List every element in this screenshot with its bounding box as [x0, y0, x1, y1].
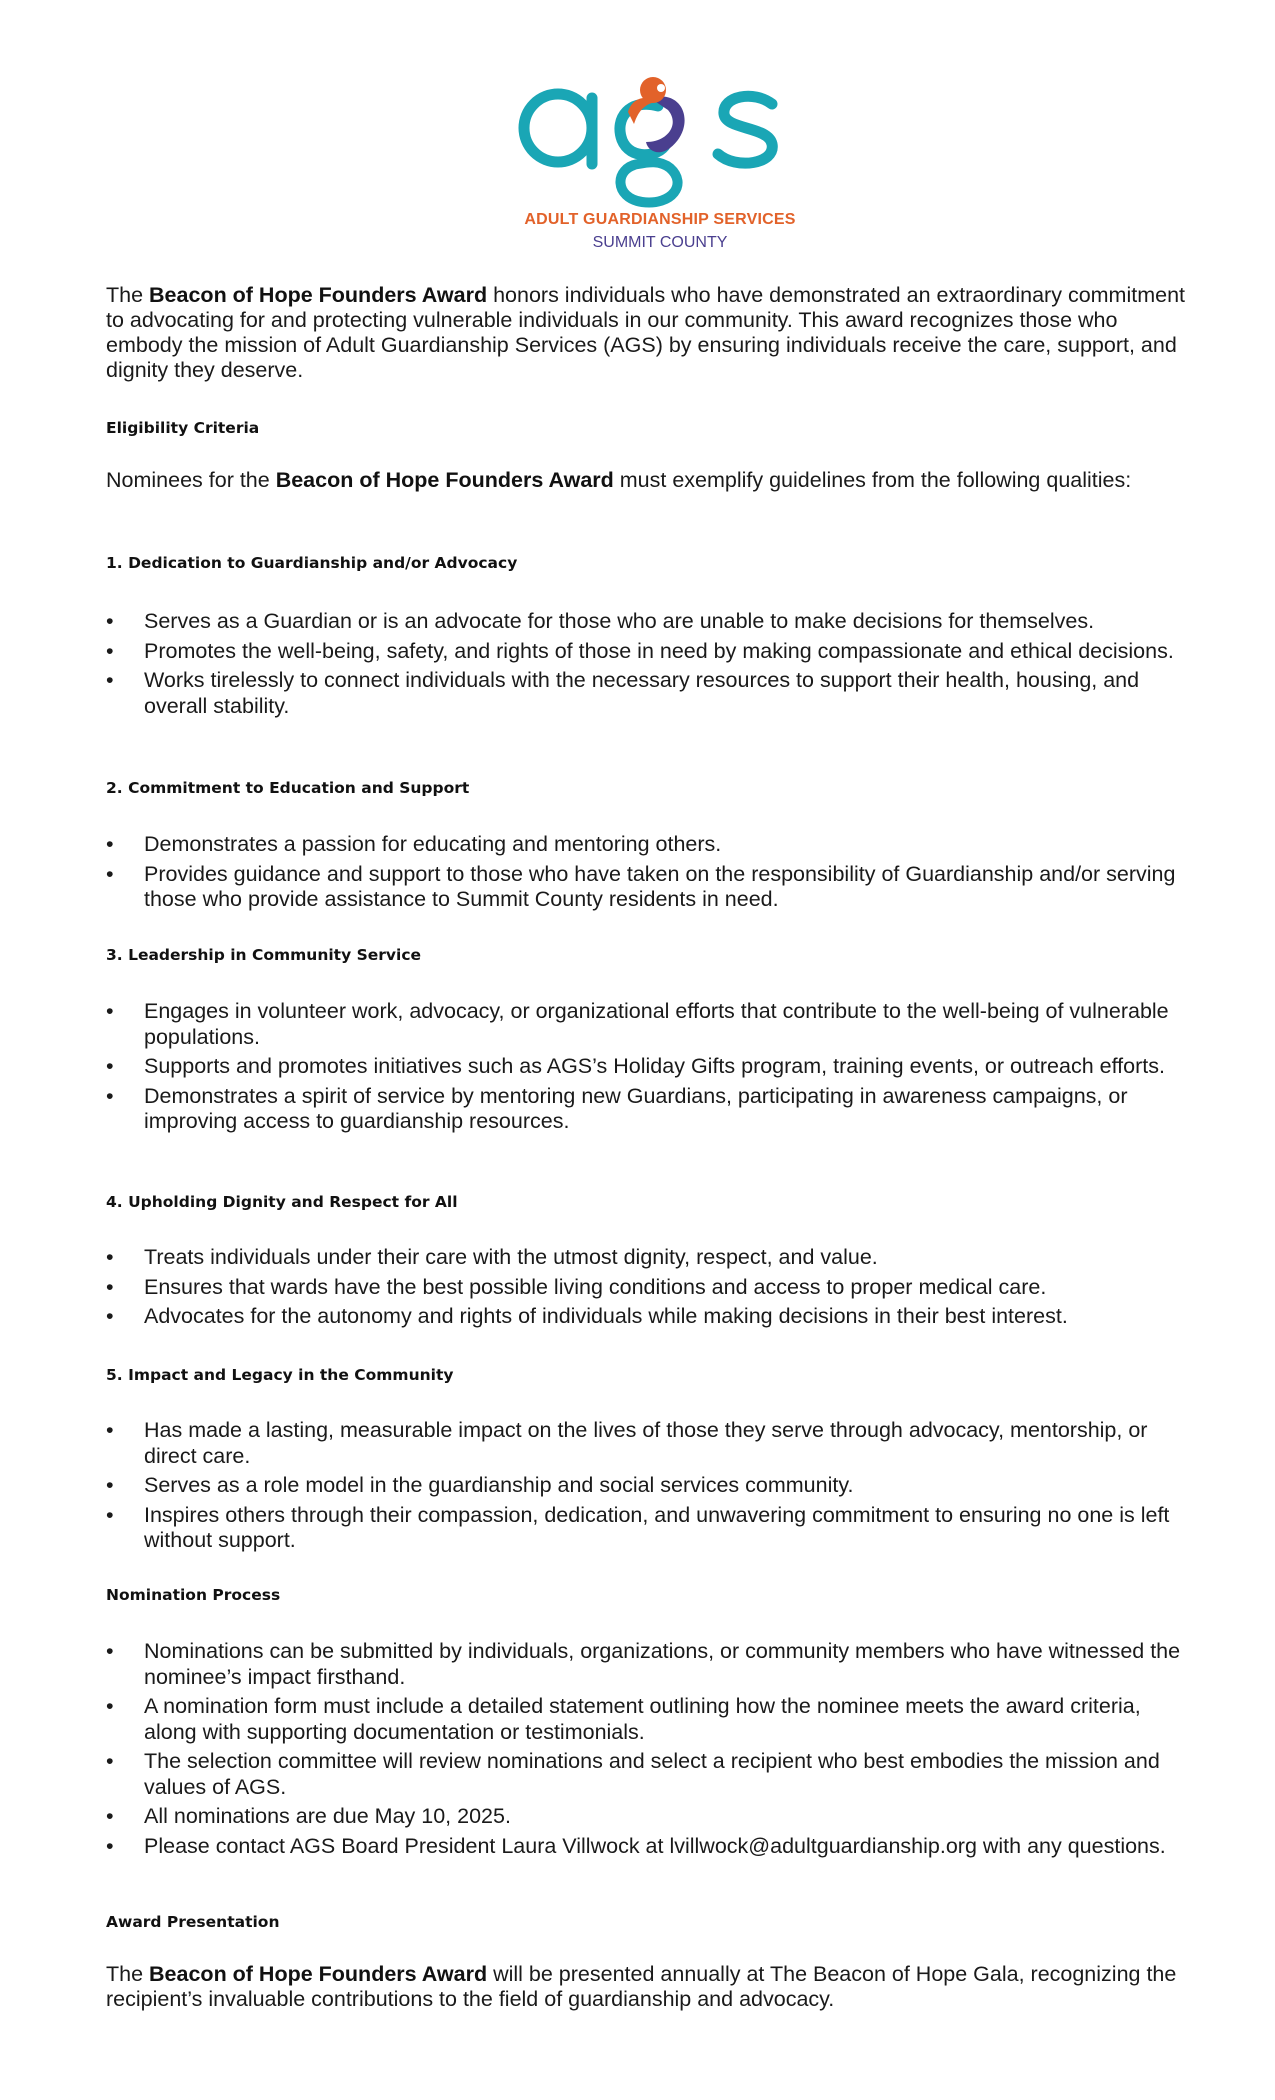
section-2-list [106, 832, 1196, 917]
intro-post: honors individuals who have demonstrated an extraordinary commitment to advocating for and protecting vulnerable individuals in our community. This award recognizes those who embody the mission of Adult Guardianship Services (AGS) by ensuring individuals receive the care, support, and dignity they deserve. [106, 283, 1186, 382]
list-item [106, 639, 1196, 665]
eligibility-award-name: Beacon of Hope Founders Award [275, 468, 614, 492]
section-heading: 3. Leadership in Community Service [106, 946, 422, 964]
intro-award-name: Beacon of Hope Founders Award [149, 283, 488, 307]
list-item [106, 1304, 1196, 1330]
list-item [106, 1804, 1196, 1830]
bullet-icon: • [106, 1804, 114, 1828]
list-item-text: Serves as a role model in the guardianship and social services community. [144, 1473, 854, 1497]
list-item [106, 1418, 1196, 1469]
bullet-icon: • [106, 1054, 114, 1078]
presentation-paragraph [106, 1962, 1196, 2012]
list-item-text: Inspires others through their compassion, dedication, and unwavering commitment to ensuring no one is left without support. [144, 1502, 1170, 1552]
list-item [106, 1054, 1196, 1080]
list-item-text: Demonstrates a passion for educating and mentoring others. [144, 832, 722, 856]
bullet-icon: • [106, 1833, 114, 1858]
section-1-list [106, 609, 1196, 723]
list-item [106, 1275, 1196, 1301]
ags-logo [510, 68, 810, 258]
eligibility-post: must exemplify guidelines from the following qualities: [613, 468, 1132, 492]
list-item [106, 1694, 1196, 1745]
list-item-text: The selection committee will review nominations and select a recipient who best embodies the mission and values of AGS. [144, 1749, 1160, 1799]
list-item-text: Advocates for the autonomy and rights of individuals while making decisions in their best interest. [144, 1304, 1068, 1328]
intro-pre: The [106, 283, 150, 307]
logo-county-name: SUMMIT COUNTY [592, 234, 728, 251]
list-item-text: Works tirelessly to connect individuals with the necessary resources to support their health, housing, and overall stability. [144, 668, 1140, 718]
bullet-icon: • [106, 1083, 114, 1108]
list-item [106, 609, 1196, 635]
bullet-icon: • [106, 1694, 114, 1718]
section-heading: 1. Dedication to Guardianship and/or Advocacy [106, 554, 518, 572]
list-item-text: Ensures that wards have the best possible living conditions and access to proper medical care. [144, 1274, 1047, 1299]
list-item-text: Provides guidance and support to those who have taken on the responsibility of Guardianship and/or serving those who provide assistance to Summit County residents in need. [144, 861, 1176, 911]
list-item [106, 1473, 1196, 1499]
section-heading: 4. Upholding Dignity and Respect for All [106, 1193, 458, 1211]
eligibility-pre: Nominees for the [106, 468, 276, 492]
list-item-text: Promotes the well-being, safety, and rights of those in need by making compassionate and ethical decisions. [144, 638, 1174, 663]
bullet-icon: • [106, 638, 114, 663]
list-item-text: Demonstrates a spirit of service by mentoring new Guardians, participating in awareness campaigns, or improving access to guardianship resources. [144, 1083, 1128, 1133]
list-item-text: Has made a lasting, measurable impact on the lives of those they serve through advocacy, mentorship, or direct care. [144, 1418, 1148, 1468]
nomination-list [106, 1639, 1196, 1863]
section-4-list [106, 1245, 1196, 1334]
bullet-icon: • [106, 1749, 114, 1773]
bullet-icon: • [106, 1473, 114, 1497]
list-item [106, 1245, 1196, 1271]
list-item [106, 999, 1196, 1050]
list-item [106, 668, 1196, 719]
list-item [106, 862, 1196, 913]
list-item [106, 832, 1196, 858]
logo-org-name: ADULT GUARDIANSHIP SERVICES [524, 211, 796, 228]
list-item-text: Serves as a Guardian or is an advocate for those who are unable to make decisions for themselves. [144, 609, 1095, 633]
section-5-list [106, 1418, 1196, 1558]
list-item [106, 1834, 1196, 1860]
list-item-text: Engages in volunteer work, advocacy, or organizational efforts that contribute to the well-being of vulnerable populations. [144, 999, 1169, 1049]
section-heading: Nomination Process [106, 1586, 281, 1604]
bullet-icon: • [106, 1304, 114, 1328]
list-item-text: Please contact AGS Board President Laura Villwock at lvillwock@adultguardianship.org with any questions. [144, 1833, 1166, 1858]
bullet-icon: • [106, 1639, 114, 1663]
ags-wordmark-icon [510, 68, 810, 208]
presentation-pre: The [106, 1962, 150, 1986]
bullet-icon: • [106, 832, 114, 856]
presentation-award-name: Beacon of Hope Founders Award [149, 1962, 488, 1986]
section-3-list [106, 999, 1196, 1139]
presentation-post: will be presented annually at The Beacon of Hope Gala, recognizing the recipient’s invaluable contributions to the field of guardianship and advocacy. [106, 1962, 1177, 2011]
bullet-icon: • [106, 1274, 114, 1299]
presentation-heading: Award Presentation [106, 1913, 280, 1931]
list-item [106, 1639, 1196, 1690]
bullet-icon: • [106, 999, 114, 1023]
list-item [106, 1749, 1196, 1800]
bullet-icon: • [106, 668, 114, 692]
list-item-text: All nominations are due May 10, 2025. [144, 1804, 511, 1828]
bullet-icon: • [106, 1245, 114, 1269]
bullet-icon: • [106, 1502, 114, 1527]
eligibility-heading: Eligibility Criteria [106, 419, 260, 437]
list-item-text: Nominations can be submitted by individuals, organizations, or community members who have witnessed the nominee’s impact firsthand. [144, 1639, 1181, 1689]
list-item [106, 1084, 1196, 1135]
list-item-text: Supports and promotes initiatives such as AGS’s Holiday Gifts program, training events, or outreach efforts. [144, 1054, 1165, 1078]
bullet-icon: • [106, 1418, 114, 1442]
list-item-text: A nomination form must include a detailed statement outlining how the nominee meets the award criteria, along with supporting documentation or testimonials. [144, 1694, 1141, 1744]
list-item [106, 1503, 1196, 1554]
intro-paragraph [106, 283, 1196, 383]
bullet-icon: • [106, 861, 114, 886]
list-item-text: Treats individuals under their care with the utmost dignity, respect, and value. [144, 1245, 878, 1269]
section-heading: 2. Commitment to Education and Support [106, 779, 470, 797]
section-heading: 5. Impact and Legacy in the Community [106, 1366, 454, 1384]
bullet-icon: • [106, 609, 114, 633]
eligibility-paragraph [106, 468, 1196, 493]
